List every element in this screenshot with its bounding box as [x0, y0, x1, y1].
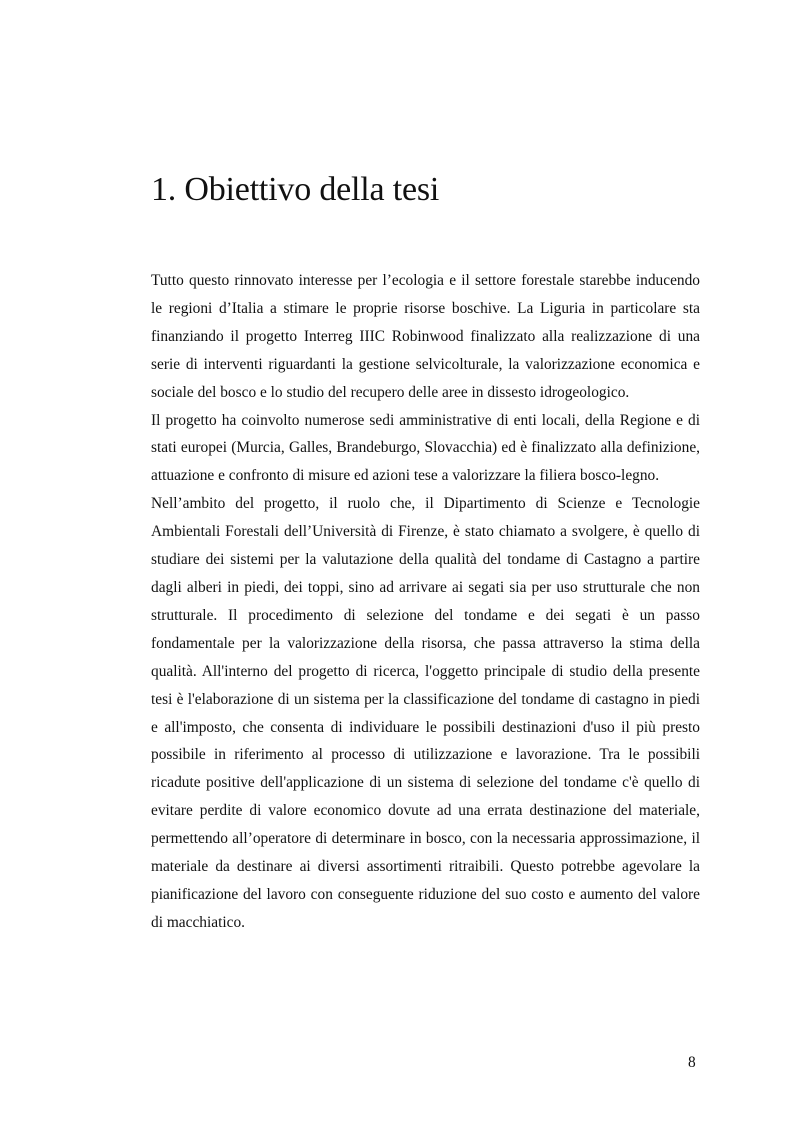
paragraph-1: Tutto questo rinnovato interesse per l’ecologia e il settore forestale starebbe inducendo le regioni d’Italia a stimare le proprie risorse boschive. La Liguria in particolare sta finanziando il progetto Interreg IIIC Robinwood finalizzato alla realizzazione di una serie di interventi riguardanti la gestione selvicolturale, la valorizzazione economica e sociale del bosco e lo studio del recupero delle aree in dissesto idrogeologico. [151, 272, 700, 401]
page-number: 8 [688, 1054, 696, 1071]
paragraph-2: Il progetto ha coinvolto numerose sedi amministrative di enti locali, della Regione e di stati europei (Murcia, Galles, Brandeburgo, Slovacchia) ed è finalizzato alla definizione, attuazione e confronto di misure ed azioni tese a valorizzare la filiera bosco-legno. [151, 411, 700, 485]
paragraph-3: Nell’ambito del progetto, il ruolo che, il Dipartimento di Scienze e Tecnologie Ambientali Forestali dell’Università di Firenze, è stato chiamato a svolgere, è quello di studiare dei sistemi per la valutazione della qualità del tondame di Castagno a partire dagli alberi in piedi, dei toppi, sino ad arrivare ai segati sia per uso strutturale che non strutturale. Il procedimento di selezione del tondame e dei segati è un passo fondamentale per la valorizzazione della risorsa, che passa attraverso la stima della qualità. All'interno del progetto di ricerca, l'oggetto principale di studio della presente tesi è l'elaborazione di un sistema per la classificazione del tondame di castagno in piedi e all'imposto, che consenta di individuare le possibili destinazioni d'uso il più presto possibile in riferimento al processo di utilizzazione e lavorazione. Tra le possibili ricadute positive dell'applicazione di un sistema di selezione del tondame c'è quello di evitare perdite di valore economico dovute ad una errata destinazione del materiale, permettendo all’operatore di determinare in bosco, con la necessaria approssimazione, il materiale da destinare ai diversi assortimenti ritraibili. Questo potrebbe agevolare la pianificazione del lavoro con conseguente riduzione del suo costo e aumento del valore di macchiatico. [151, 495, 700, 931]
chapter-title: 1. Obiettivo della tesi [151, 171, 440, 208]
body-text [151, 267, 700, 937]
